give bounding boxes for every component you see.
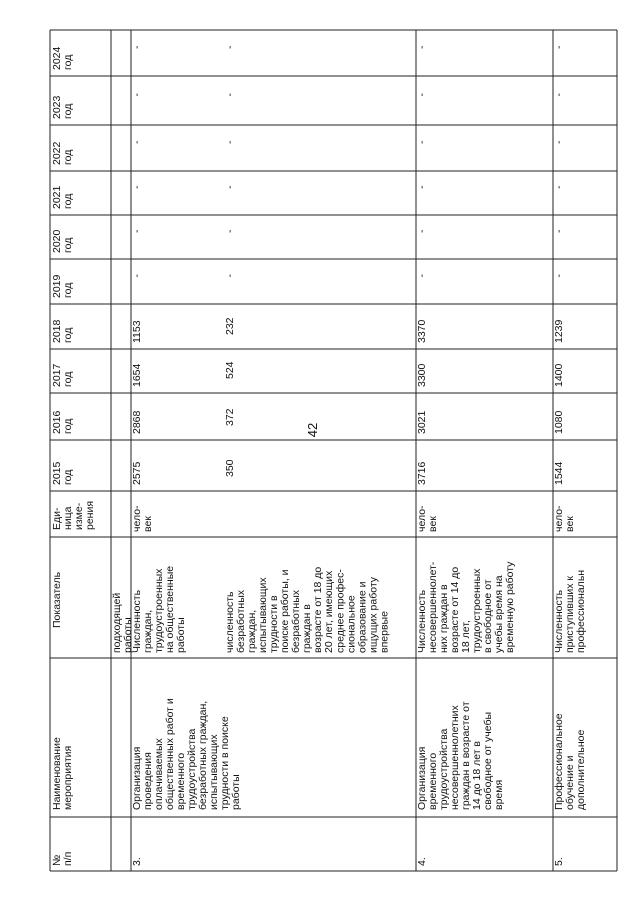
row-3-value-2019: - (553, 274, 565, 278)
row-2-value-2022: - (416, 140, 428, 144)
row-3-value-2020: - (553, 229, 565, 233)
row-1-value-2022: - (131, 140, 143, 144)
row-1-sub-value-2024: - (224, 45, 236, 49)
row-3-value-2018: 1239 (553, 319, 565, 343)
row-2-value-2019: - (416, 274, 428, 278)
header-year-2019: 2019год (51, 274, 75, 298)
row-1-sub-value-2023: - (224, 93, 236, 97)
row-2-value-2020: - (416, 229, 428, 233)
row-1-sub-value-2020: - (224, 229, 236, 233)
row-1-sub-value-2015: 350 (224, 459, 236, 477)
row-3-num: 5. (553, 857, 565, 866)
row-3-indicator: Численностьприступивших кпрофессиональн (553, 569, 588, 653)
header-year-2022: 2022год (51, 141, 75, 165)
row-1-value-2015: 2575 (131, 461, 143, 485)
row-1-value-2024: - (131, 45, 143, 49)
row-3-value-2021: - (553, 185, 565, 189)
row-1-num: 3. (131, 857, 143, 866)
row-2-value-2021: - (416, 185, 428, 189)
row-2-num: 4. (416, 857, 428, 866)
row-1-value-2023: - (131, 93, 143, 97)
row-3-name: Профессиональноеобучение идополнительное (553, 713, 588, 810)
header-unit: Еди-ницаизме-рения (51, 500, 97, 530)
row-1-sub-value-2022: - (224, 140, 236, 144)
row-1-value-2018: 1153 (131, 320, 143, 343)
row-2-value-2015: 3716 (416, 461, 428, 485)
row-3-value-2022: - (553, 140, 565, 144)
header-name: Наименованиемероприятия (51, 737, 75, 810)
header-year-2024: 2024год (51, 46, 75, 70)
header-year-2018: 2018год (51, 319, 75, 343)
row-1-value-2019: - (131, 274, 143, 278)
header-year-2015: 2015год (51, 461, 75, 485)
row-3-value-2023: - (553, 93, 565, 97)
header-year-2020: 2020год (51, 229, 75, 253)
row-3-value-2024: - (553, 45, 565, 49)
page-number: 42 (305, 422, 320, 438)
row-1-sub-value-2021: - (224, 185, 236, 189)
header-year-2021: 2021год (51, 185, 75, 209)
row-2-value-2016: 3021 (416, 410, 428, 434)
row-1-sub-value-2019: - (224, 274, 236, 278)
row-1-indicator: Численностьграждан,трудоустроенныхна общественныеработы (131, 565, 188, 653)
row-2-name: Организациявременноготрудоустройстванесовершеннолетнихграждан в возрасте от14 до 18 лет всвободное от учебывремя (416, 701, 506, 810)
header-num: №п/п (51, 851, 75, 866)
row-3-value-2015: 1544 (553, 461, 565, 485)
row-1-value-2020: - (131, 229, 143, 233)
row-1-sub-value-2018: 232 (224, 317, 236, 335)
row-0-indicator: подходящейработы (111, 592, 135, 653)
header-year-2017: 2017год (51, 363, 75, 387)
row-3-unit: чело-век (553, 505, 577, 532)
row-2-value-2018: 3370 (416, 319, 428, 343)
row-1-sub-indicator: численностьбезработныхграждан,испытывающихтрудности впоиске работы, ибезработныхграждан ввозрасте от 18 до20 лет, имеющихсреднее профес-сиональноеобразование иищущих работувпервые (224, 566, 391, 653)
row-1-value-2021: - (131, 185, 143, 189)
row-3-value-2017: 1400 (553, 363, 565, 387)
row-2-value-2024: - (416, 45, 428, 49)
header-year-2016: 2016год (51, 410, 75, 434)
row-1-name: Организацияпроведенияоплачиваемыхобщественных работ ивременноготрудоустройствабезработных граждан,испытывающихтрудности в поискеработы (131, 698, 243, 810)
report-table (50, 30, 617, 871)
header-indicator: Показатель (51, 571, 63, 628)
row-2-value-2017: 3300 (416, 363, 428, 387)
row-2-indicator: Численностьнесовершеннолет-них граждан ввозрасте от 14 до18 лет,трудоустроенныхв свободное отучебы время навременную работу (416, 561, 517, 653)
row-1-unit: чело-век (131, 505, 155, 532)
row-2-value-2023: - (416, 93, 428, 97)
row-1-sub-value-2017: 524 (224, 361, 236, 379)
row-1-value-2016: 2868 (131, 410, 143, 434)
row-1-sub-value-2016: 372 (224, 408, 236, 426)
header-year-2023: 2023год (51, 95, 75, 119)
row-3-value-2016: 1080 (553, 410, 565, 434)
row-2-unit: чело-век (416, 505, 440, 532)
row-1-value-2017: 1654 (131, 363, 143, 387)
